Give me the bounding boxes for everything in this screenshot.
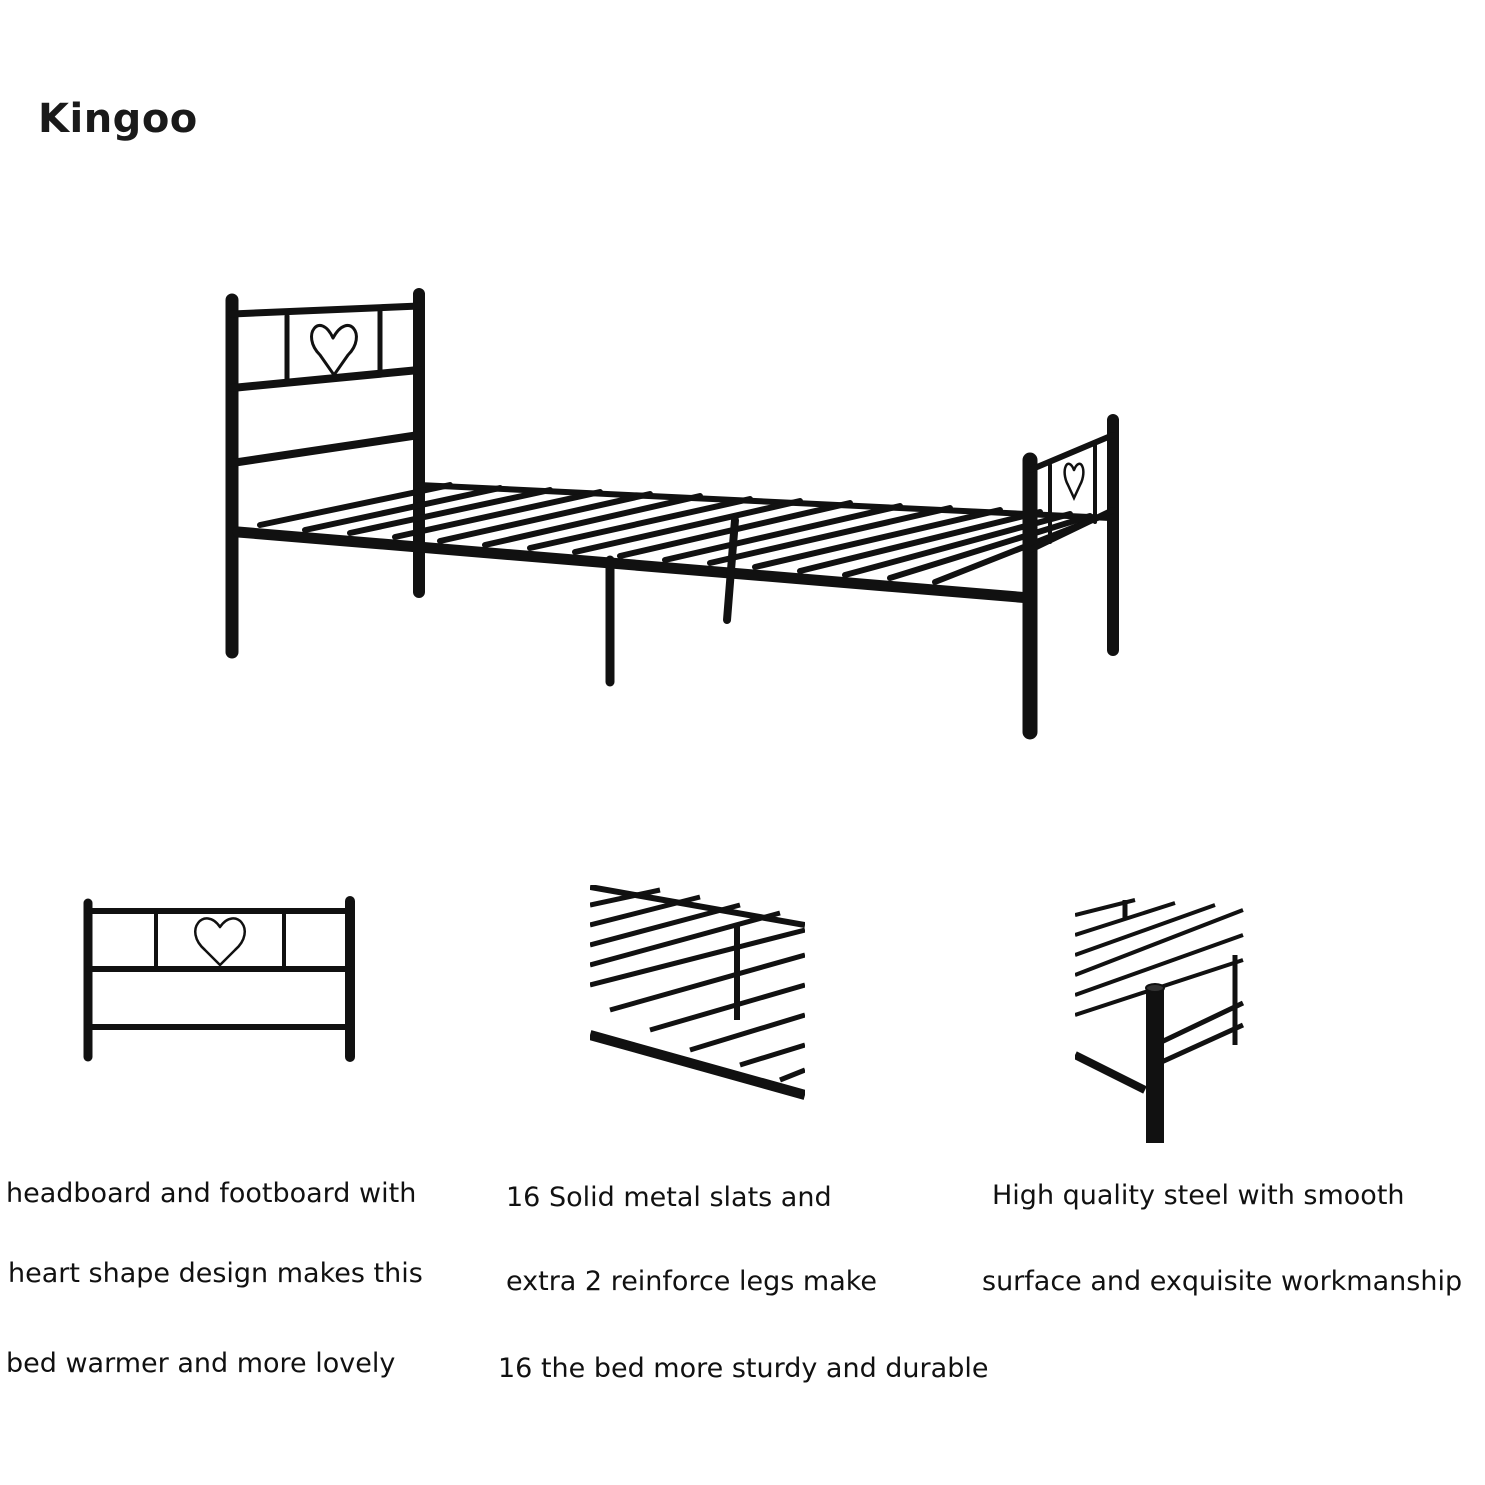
caption-1-line-2: heart shape design makes this — [8, 1258, 423, 1289]
caption-3-line-2: surface and exquisite workmanship — [982, 1266, 1463, 1297]
steel-leg-detail-image — [1075, 895, 1245, 1145]
caption-1-line-1: headboard and footboard with — [6, 1178, 417, 1209]
caption-2-line-2: extra 2 reinforce legs make — [506, 1266, 878, 1297]
caption-2-line-3: 16 the bed more sturdy and durable — [498, 1353, 989, 1384]
bed-frame-image — [200, 280, 1140, 760]
caption-1-line-3: bed warmer and more lovely — [6, 1348, 396, 1379]
brand-logo: Kingoo — [38, 96, 198, 142]
caption-3-line-1: High quality steel with smooth — [992, 1180, 1405, 1211]
headboard-detail-image — [70, 885, 370, 1075]
caption-2-line-1: 16 Solid metal slats and — [506, 1182, 832, 1213]
slats-detail-image — [590, 885, 805, 1100]
